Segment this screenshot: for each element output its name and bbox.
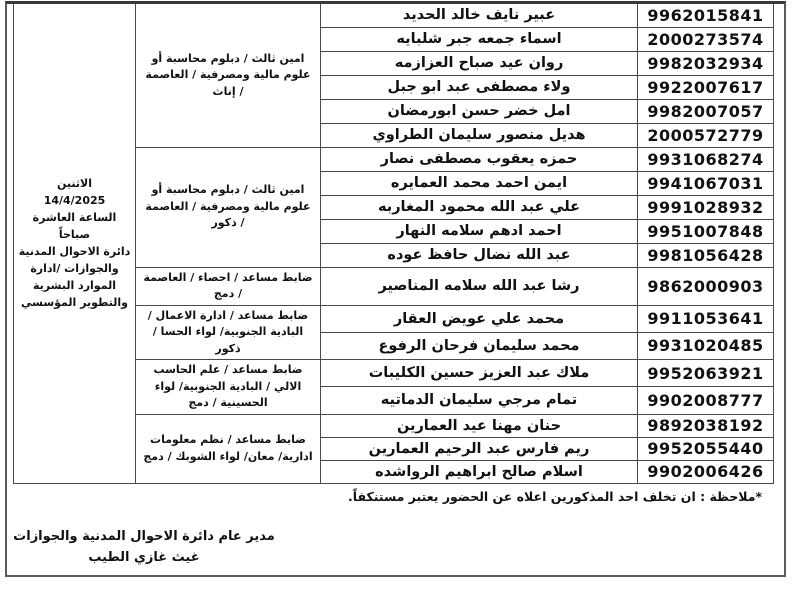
candidate-name-cell: تمام مرجي سليمان الدماتيه <box>321 387 638 414</box>
candidate-name-cell: رشا عبد الله سلامه المناصير <box>321 267 638 305</box>
candidate-name-cell: محمد علي عويض العقار <box>321 305 638 332</box>
schedule-line: الموارد البشرية <box>33 279 116 293</box>
attendance-table <box>13 2 774 484</box>
candidate-name-cell: روان عيد صباح العزازمه <box>321 51 638 75</box>
national-id-cell: 9931068274 <box>638 147 774 171</box>
candidate-name-cell: ملاك عبد العزيز حسين الكليبات <box>321 360 638 387</box>
candidate-name-cell: حمزه يعقوب مصطفى نصار <box>321 147 638 171</box>
schedule-line: الساعة العاشرة صباحاً <box>32 211 117 242</box>
candidate-name-cell: ولاء مصطفى عبد ابو جبل <box>321 75 638 99</box>
vacancy-category-cell: امين ثالث / دبلوم محاسبة أو علوم مالية ومصرفية / العاصمة / ذكور <box>136 147 321 267</box>
footnote: *ملاحظة : ان تخلف احد المذكورين اعلاه عن الحضور يعتبر مستنكفاً. <box>348 489 762 504</box>
candidate-name-cell: امل خضر حسن ابورمضان <box>321 99 638 123</box>
candidate-name-cell: محمد سليمان فرحان الرفوع <box>321 332 638 359</box>
national-id-cell: 2000572779 <box>638 123 774 147</box>
schedule-line: والتطوير المؤسسي <box>21 296 128 310</box>
candidate-name-cell: عبد الله نضال حافظ عوده <box>321 243 638 267</box>
candidate-name-cell: علي عبد الله محمود المغاربه <box>321 195 638 219</box>
attendance-table-body <box>14 3 774 483</box>
vacancy-category-cell: ضابط مساعد / احصاء / العاصمة / دمج <box>136 267 321 305</box>
schedule-cell <box>14 3 136 483</box>
national-id-cell: 9962015841 <box>638 3 774 27</box>
vacancy-category-cell: امين ثالث / دبلوم محاسبة أو علوم مالية ومصرفية / العاصمة / إناث <box>136 3 321 147</box>
national-id-cell: 9951007848 <box>638 219 774 243</box>
schedule-line: 14/4/2025 <box>43 194 106 208</box>
national-id-cell: 9952055440 <box>638 437 774 460</box>
national-id-cell: 9981056428 <box>638 243 774 267</box>
national-id-cell: 9911053641 <box>638 305 774 332</box>
schedule-line: دائرة الاحوال المدنية <box>18 245 131 259</box>
signature-title: مدير عام دائرة الاحوال المدنية والجوازات <box>13 529 275 544</box>
candidate-name-cell: اسماء جمعه جبر شلبايه <box>321 27 638 51</box>
national-id-cell: 9991028932 <box>638 195 774 219</box>
national-id-cell: 9892038192 <box>638 414 774 437</box>
candidate-name-cell: احمد ادهم سلامه النهار <box>321 219 638 243</box>
table-row <box>14 3 774 27</box>
candidate-name-cell: ايمن احمد محمد العمايره <box>321 171 638 195</box>
national-id-cell: 9931020485 <box>638 332 774 359</box>
national-id-cell: 9941067031 <box>638 171 774 195</box>
candidate-name-cell: حنان مهنا عيد العمارين <box>321 414 638 437</box>
national-id-cell: 9902006426 <box>638 460 774 483</box>
national-id-cell: 9982032934 <box>638 51 774 75</box>
national-id-cell: 2000273574 <box>638 27 774 51</box>
schedule-line: والجوازات /ادارة <box>30 262 119 276</box>
vacancy-category-cell: ضابط مساعد / علم الحاسب الالي / البادية الجنوبية/ لواء الحسينية / دمج <box>136 360 321 415</box>
schedule-line: الاثنين <box>57 177 92 191</box>
vacancy-category-cell: ضابط مساعد / ادارة الاعمال / البادية الجنوبية/ لواء الحسا / ذكور <box>136 305 321 360</box>
national-id-cell: 9952063921 <box>638 360 774 387</box>
national-id-cell: 9862000903 <box>638 267 774 305</box>
vacancy-category-cell: ضابط مساعد / نظم معلومات ادارية/ معان/ لواء الشوبك / دمج <box>136 414 321 483</box>
candidate-name-cell: ريم فارس عبد الرحيم العمارين <box>321 437 638 460</box>
national-id-cell: 9902008777 <box>638 387 774 414</box>
candidate-name-cell: اسلام صالح ابراهيم الرواشده <box>321 460 638 483</box>
signature-block <box>12 527 276 569</box>
candidate-name-cell: هديل منصور سليمان الطراوي <box>321 123 638 147</box>
national-id-cell: 9922007617 <box>638 75 774 99</box>
signature-name: غيث غازي الطيب <box>88 549 200 565</box>
candidate-name-cell: عبير نايف خالد الحديد <box>321 3 638 27</box>
national-id-cell: 9982007057 <box>638 99 774 123</box>
